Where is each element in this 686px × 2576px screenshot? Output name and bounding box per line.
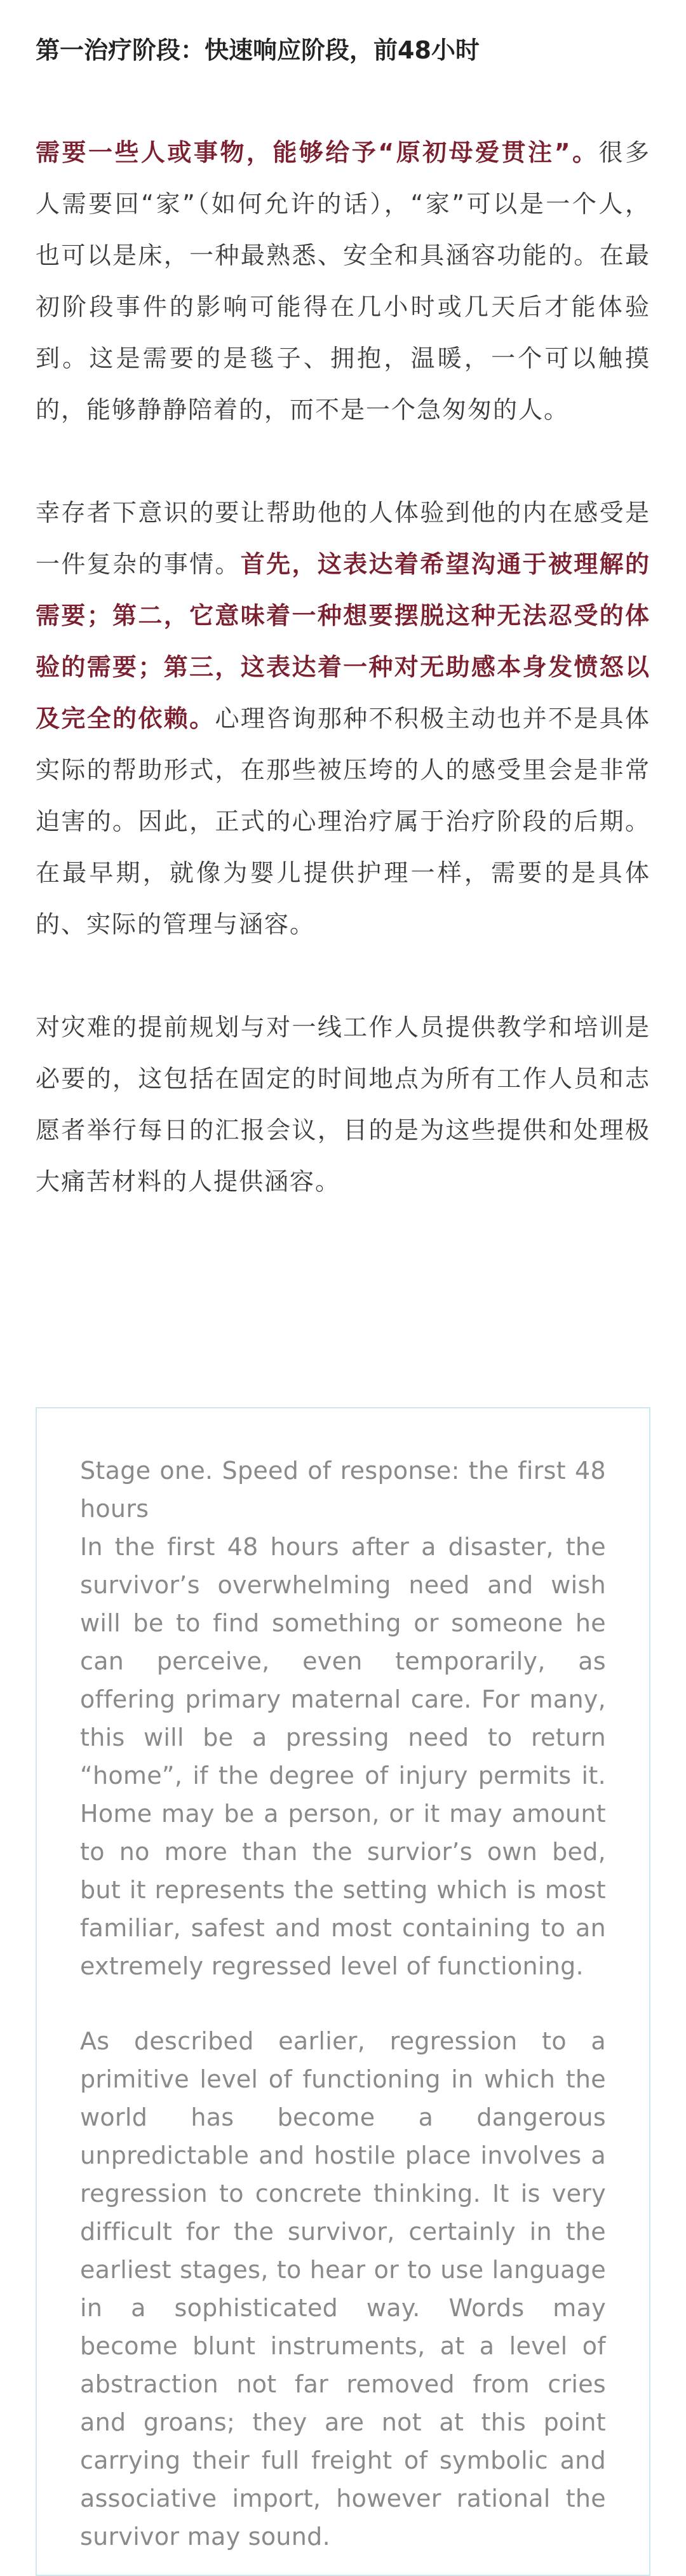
paragraph-lead: 幸存者下意识的要让帮助他的人体验到他的内在感受是一件复杂的事情。 — [36, 499, 650, 578]
english-paragraph-1: In the first 48 hours after a disaster, the survivor’s overwhelming need and wish will be to find something or someone he can perceive, even temporarily, as offering primary maternal care. For many, this will be a pressing need to return “home”, if the degree of injury permits it. Home may be a person, or it may amount to no more than the survior’s own bed, but it represents the setting which is most familiar, safest and most containing to an extremely regressed level of functioning. — [80, 1533, 606, 1980]
paragraph-tail: 心理咨询那种不积极主动也并不是具体实际的帮助形式，在那些被压垮的人的感受里会是非常迫害的。因此，正式的心理治疗属于治疗阶段的后期。在最早期，就像为婴儿提供护理一样，需要的是具体的、实际的管理与涵容。 — [36, 705, 650, 938]
english-title: Stage one. Speed of response: the first 48 hours — [80, 1457, 606, 1523]
article-body — [36, 30, 650, 1208]
english-paragraph-2: As described earlier, regression to a primitive level of functioning in which the world has become a dangerous unpredictable and hostile place involves a regression to concrete thinking. It is very difficult for the survivor, certainly in the earliest stages, to hear or to use language in a sophisticated way. Words may become blunt instruments, at a level of abstraction not far removed from cries and groans; they are not at this point carrying their full freight of symbolic and associative import, however rational the survivor may sound. — [80, 2027, 606, 2551]
emphasis-maternal-care: 需要一些人或事物，能够给予“原初母爱贯注”。 — [36, 138, 599, 166]
paragraph-home-need — [36, 127, 650, 436]
paragraph-text: 很多人需要回“家”（如何允许的话），“家”可以是一个人，也可以是床，一种最熟悉、安全和具涵容功能的。在最初阶段事件的影响可能得在几小时或几天后才能体验到。这是需要的是毯子、拥抱，温暖，一个可以触摸的，能够静静陪着的，而不是一个急匆匆的人。 — [36, 138, 650, 424]
english-original-box — [36, 1407, 650, 2576]
paragraph-survivor-experience — [36, 487, 650, 950]
emphasis-three-needs: 首先，这表达着希望沟通于被理解的需要；第二，它意味着一种想要摆脱这种无法忍受的体验的需要；第三，这表达着一种对无助感本身发愤怒以及完全的依赖。 — [36, 550, 650, 732]
section-heading: 第一治疗阶段：快速响应阶段，前48小时 — [36, 36, 480, 64]
paragraph-disaster-planning: 对灾难的提前规划与对一线工作人员提供教学和培训是必要的，这包括在固定的时间地点为所有工作人员和志愿者举行每日的汇报会议，目的是为这些提供和处理极大痛苦材料的人提供涵容。 — [36, 1013, 650, 1196]
